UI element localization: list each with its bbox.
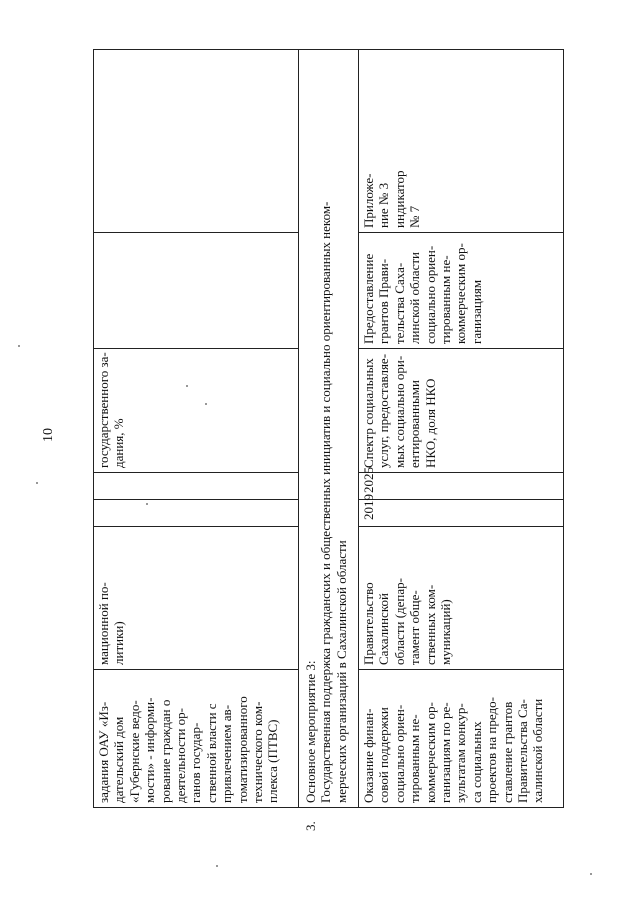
table-row-section-3 — [299, 50, 359, 808]
scan-speck — [186, 385, 188, 387]
table-row-continuation — [94, 50, 299, 808]
section-title: Основное мероприятие 3: Государственная поддержка гражданских и общественных инициатив и социально ориентированных неком- мерческих организаций в Сахалинской области — [303, 201, 349, 803]
scan-speck — [590, 873, 592, 875]
cell-result-continuation — [94, 233, 299, 349]
cell-indicator-continuation: государственного за- дания, % — [94, 349, 299, 473]
rotated-page — [93, 50, 589, 831]
scan-speck — [205, 403, 207, 405]
cell-start-continuation — [94, 500, 299, 527]
page-number: 10 — [41, 428, 56, 442]
cell-event-3-1: Оказание финан- совой поддержки социально ориен- тированным не- коммерческим ор- ганизациям по ре- зультатам конкур- са социальных проектов на предо- ставление грантов Правительства Са- халинской области — [359, 670, 564, 808]
cell-start-3-1: 2019 — [359, 500, 564, 527]
section-number: 3. — [303, 821, 318, 831]
cell-section-3 — [299, 50, 359, 831]
scan-speck — [216, 865, 218, 867]
cell-link-3-1: Приложе- ние № 3 индикатор № 7 — [359, 50, 564, 233]
cell-event-continuation: задания ОАУ «Из- дательский дом «Губернские ведо- мости» - информи- рование граждан о деятельности ор- ганов государ- ственной власти с привлечением ав- томатизированного технического ком- плекса (ПТВС) — [94, 670, 299, 808]
cell-end-continuation — [94, 473, 299, 500]
table-row-3-1 — [359, 50, 564, 808]
scan-speck — [146, 503, 148, 505]
scan-speck — [18, 345, 20, 347]
cell-indicator-3-1: Спектр социальных услуг, предоставляе- мых социально ори- ентированными НКО, доля НКО — [359, 349, 564, 473]
cell-result-3-1: Предоставление грантов Прави- тельства Саха- линской области социально ориен- тированным не- коммерческим ор- ганизациям — [359, 233, 564, 349]
cell-end-3-1: 2025 — [359, 473, 564, 500]
program-table — [93, 49, 564, 831]
cell-executor-continuation: мационной по- литики) — [94, 527, 299, 670]
cell-executor-3-1: Правительство Сахалинской области (депар- тамент обще- ственных ком- муникаций) — [359, 527, 564, 670]
scan-speck — [36, 482, 38, 484]
cell-link-continuation — [94, 50, 299, 233]
